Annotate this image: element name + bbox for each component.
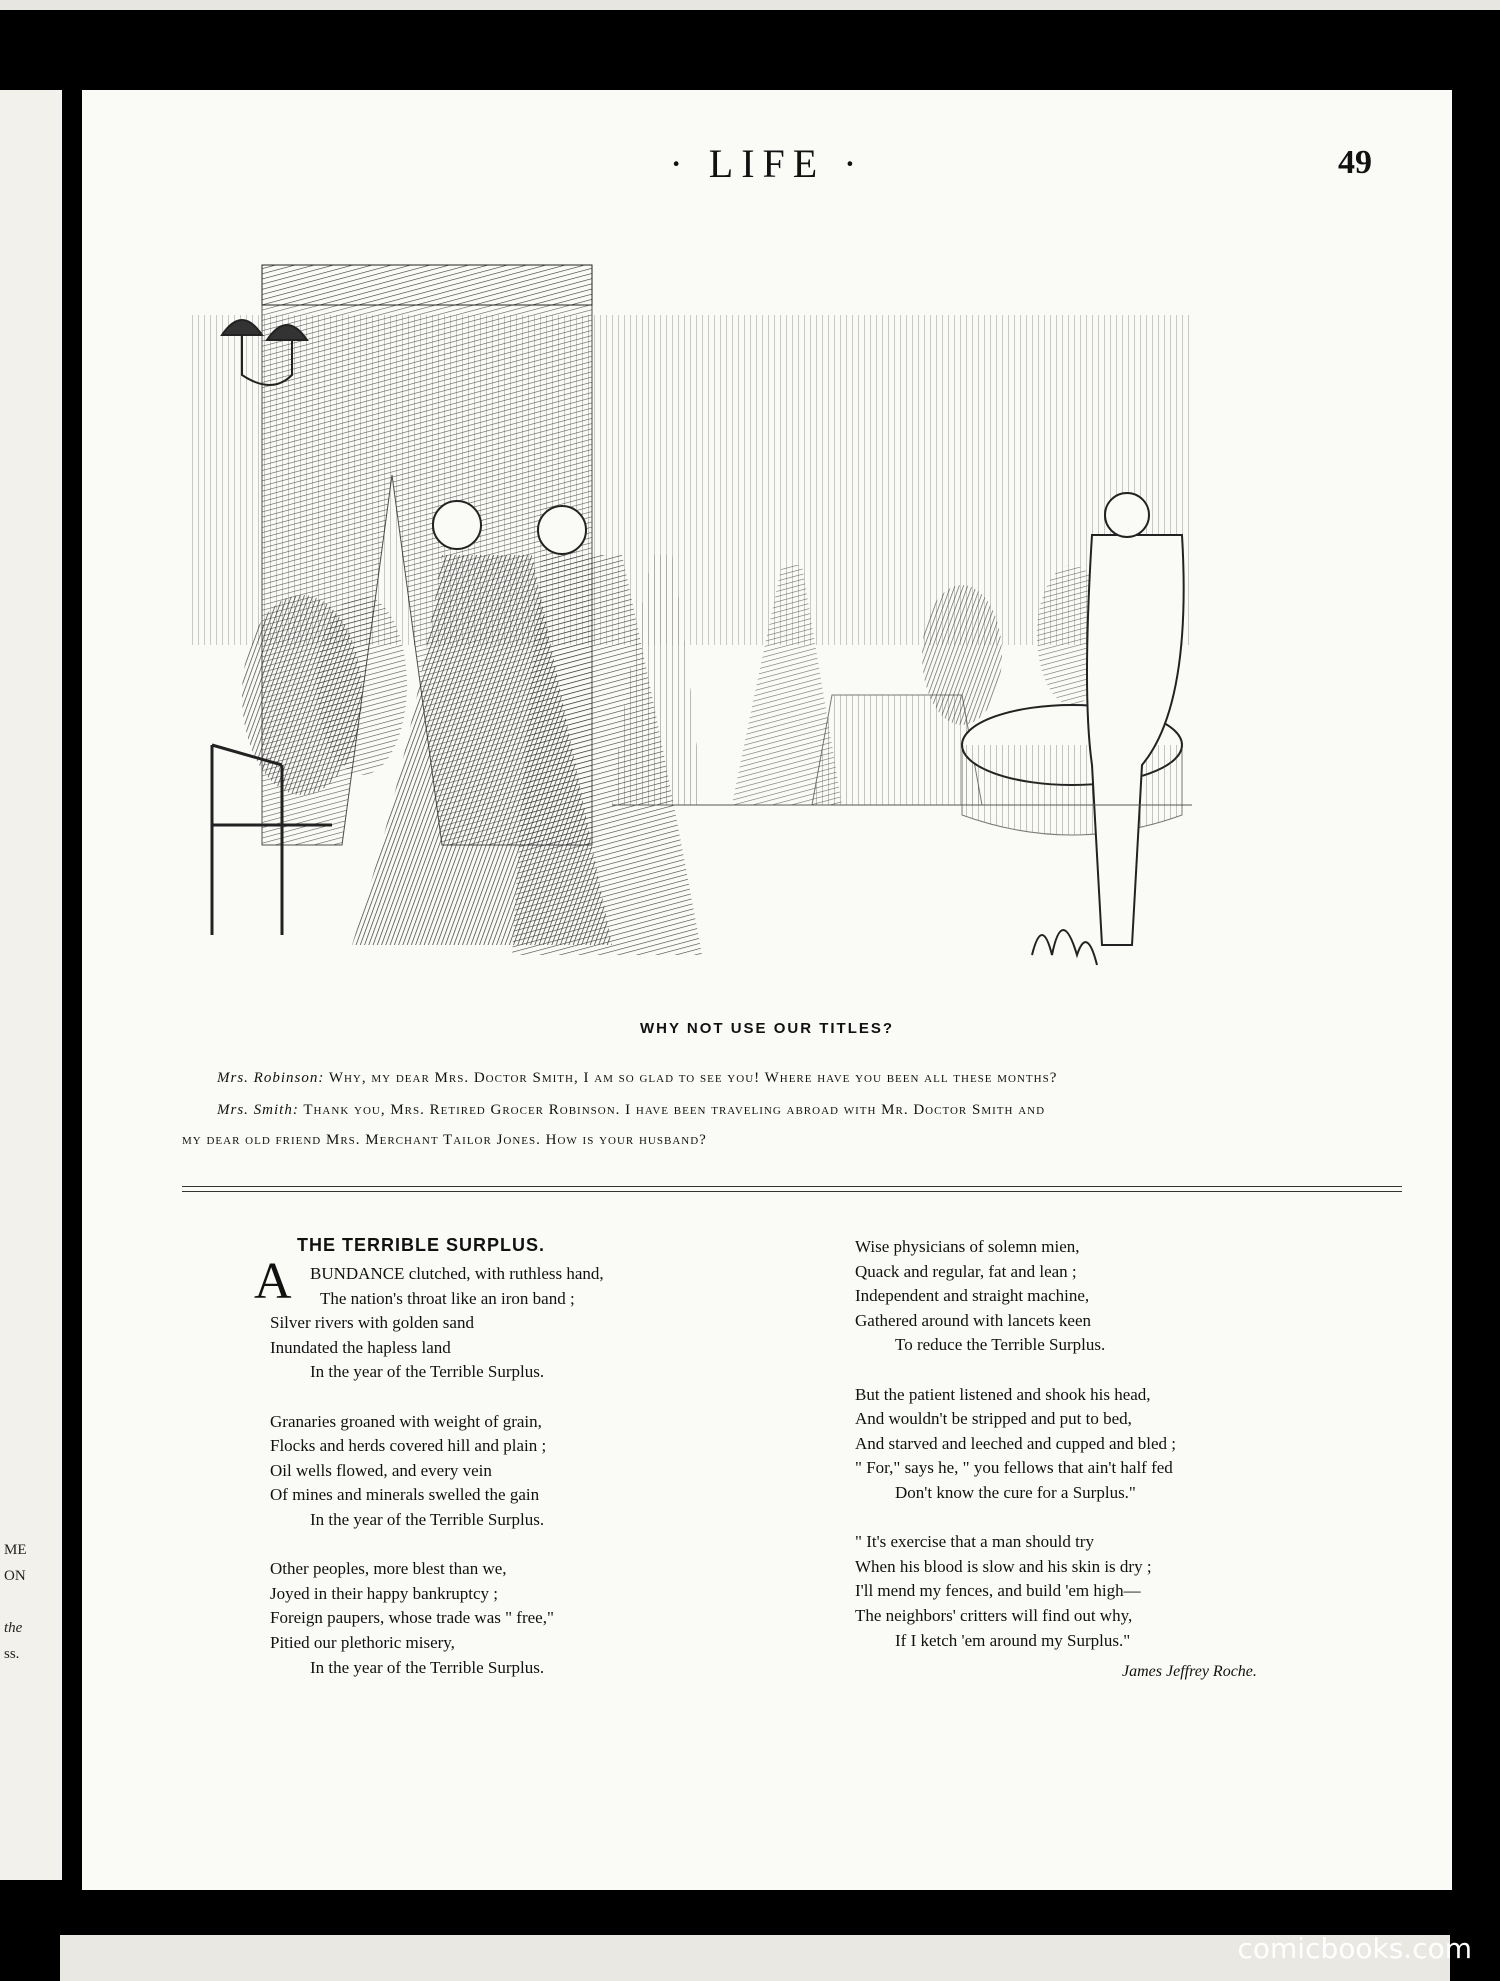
dialog-text: Why, my dear Mrs. Doctor Smith, I am so glad to see you! Where have you been all these months?: [328, 1070, 1058, 1086]
poem-line: When his blood is slow and his skin is dry ;: [855, 1556, 1152, 1576]
left-fragment: ME: [4, 1542, 27, 1558]
poem-left-column: [270, 1262, 604, 1680]
poem-line: Foreign paupers, whose trade was " free,": [270, 1608, 554, 1628]
poem-line: BUNDANCE clutched, with ruthless hand,: [310, 1264, 604, 1283]
poem-line: Silver rivers with golden sand: [270, 1313, 474, 1333]
poem-line: And starved and leeched and cupped and bled ;: [855, 1433, 1176, 1453]
dialog-line: [182, 1132, 1412, 1149]
poem-line: In the year of the Terrible Surplus.: [310, 1657, 545, 1677]
seated-guest: [922, 585, 1002, 725]
poem-line: But the patient listened and shook his head,: [855, 1384, 1151, 1404]
poem-line: Wise physicians of solemn mien,: [855, 1237, 1080, 1256]
left-fragment: ON: [4, 1568, 26, 1584]
engraving-illustration: [192, 225, 1402, 1045]
poem-line: Of mines and minerals swelled the gain: [270, 1485, 540, 1505]
poem-line: Don't know the cure for a Surplus.": [895, 1482, 1136, 1502]
poem-line: Oil wells flowed, and every vein: [270, 1460, 492, 1480]
magazine-page: [82, 90, 1452, 1890]
curtain-valance: [262, 265, 592, 305]
poem-line: And wouldn't be stripped and put to bed,: [855, 1409, 1132, 1429]
poem-right-column: [855, 1235, 1176, 1653]
drop-cap: A: [254, 1253, 292, 1310]
speaker-name: Mrs. Robinson:: [217, 1070, 325, 1086]
poem-line: If I ketch 'em around my Surplus.": [895, 1630, 1131, 1650]
tablecloth: [962, 745, 1182, 835]
poem-line: Pitied our plethoric misery,: [270, 1632, 455, 1652]
poem-line: Inundated the hapless land: [270, 1337, 451, 1357]
poem-line: Joyed in their happy bankruptcy ;: [270, 1583, 499, 1603]
poem-title: THE TERRIBLE SURPLUS.: [297, 1235, 546, 1255]
dialog-line: [217, 1102, 1447, 1119]
poem-line: Other peoples, more blest than we,: [270, 1559, 507, 1579]
dialog-text: my dear old friend Mrs. Merchant Tailor Jones. How is your husband?: [182, 1132, 707, 1148]
poem-line: [855, 1506, 1176, 1531]
poem-line: In the year of the Terrible Surplus.: [310, 1362, 545, 1382]
poem-line: [270, 1533, 604, 1558]
poem-line: " It's exercise that a man should try: [855, 1532, 1094, 1552]
page-number: 49: [1338, 144, 1372, 181]
top-edge: [0, 0, 1500, 10]
poem-line: I'll mend my fences, and build 'em high—: [855, 1581, 1141, 1601]
dialog-text: Thank you, Mrs. Retired Grocer Robinson. I have been traveling abroad with Mr. Doctor Smith and: [303, 1102, 1046, 1118]
site-watermark: comicbooks.com: [1237, 1932, 1472, 1965]
poem-line: [855, 1358, 1176, 1383]
poem-line: The neighbors' critters will find out why,: [855, 1605, 1133, 1625]
poem-line: To reduce the Terrible Surplus.: [895, 1335, 1106, 1355]
speaker-name: Mrs. Smith:: [217, 1102, 299, 1118]
artist-signature: [1032, 930, 1097, 965]
poem-line: Gathered around with lancets keen: [855, 1310, 1092, 1330]
magazine-title: · LIFE ·: [669, 141, 865, 186]
poem-line: Independent and straight machine,: [855, 1286, 1090, 1306]
poem-line: Quack and regular, fat and lean ;: [855, 1261, 1077, 1281]
poem-line: Granaries groaned with weight of grain,: [270, 1411, 542, 1431]
left-fragment: the: [4, 1620, 23, 1636]
dialog-line: [217, 1070, 1447, 1087]
poem-line: The nation's throat like an iron band ;: [320, 1288, 575, 1308]
poem-author: James Jeffrey Roche.: [1122, 1663, 1257, 1680]
divider-rule: [182, 1186, 1402, 1187]
caption-title: WHY NOT USE OUR TITLES?: [639, 1020, 895, 1037]
seated-man: [317, 595, 407, 775]
left-fragment: ss.: [4, 1646, 20, 1662]
poem-line: Flocks and herds covered hill and plain ;: [270, 1436, 547, 1456]
poem-line: " For," says he, " you fellows that ain't half fed: [855, 1458, 1173, 1478]
poem-line: In the year of the Terrible Surplus.: [310, 1509, 545, 1529]
poem-line: [270, 1385, 604, 1410]
left-page-edge: [0, 90, 62, 1880]
divider-rule: [182, 1191, 1402, 1192]
